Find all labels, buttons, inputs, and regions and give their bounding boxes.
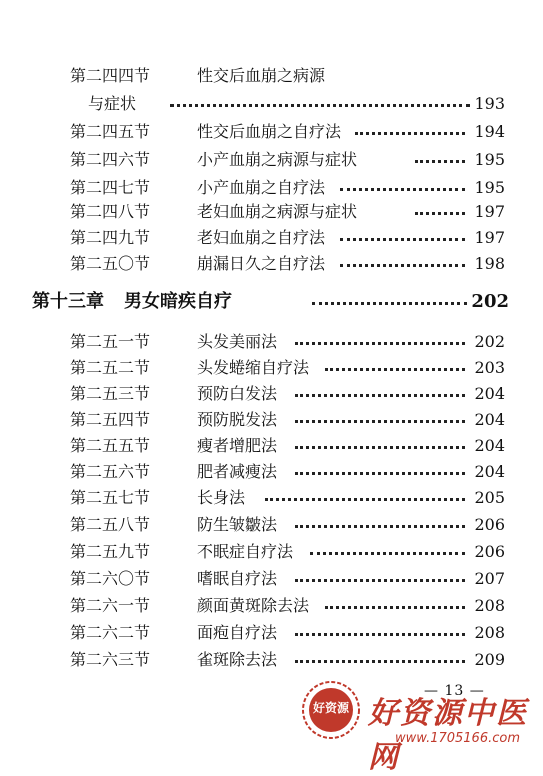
section-title: 小产血崩之自疗法 — [197, 178, 326, 197]
page-number: 193 — [474, 94, 505, 113]
page-number: 195 — [474, 150, 505, 169]
page-number: 204 — [474, 384, 505, 403]
page-number: 205 — [474, 488, 505, 507]
section-number: 第二六一节 — [70, 596, 151, 615]
watermark-logo-text: 好资源 — [312, 701, 349, 715]
section-number: 第二五五节 — [70, 436, 151, 455]
section-number: 第二五三节 — [70, 384, 151, 403]
page-number: 198 — [474, 254, 505, 273]
dot-leader — [295, 399, 465, 423]
chapter-number: 第十三章 — [32, 291, 104, 312]
page-number: 197 — [474, 228, 505, 247]
section-number: 第二五九节 — [70, 542, 151, 561]
section-number: 第二五四节 — [70, 410, 151, 429]
section-title: 雀斑除去法 — [197, 650, 278, 669]
page-number: 208 — [474, 596, 505, 615]
dot-leader — [295, 373, 465, 397]
section-number: 第二四七节 — [70, 178, 151, 197]
section-number: 第二四五节 — [70, 122, 151, 141]
footer-page-number: — 13 — — [424, 683, 485, 699]
section-number: 第二五〇节 — [70, 254, 151, 273]
page-number: 206 — [474, 542, 505, 561]
chapter-heading — [32, 290, 512, 314]
page-number: 203 — [474, 358, 505, 377]
dot-leader — [310, 531, 465, 555]
page-number: 194 — [474, 122, 505, 141]
section-title: 老妇血崩之自疗法 — [197, 228, 326, 247]
dot-leader — [295, 558, 465, 582]
page-number: 206 — [474, 515, 505, 534]
watermark-brand: 好资源中医网 — [368, 696, 528, 775]
dot-leader — [170, 83, 470, 107]
page-number: 204 — [474, 436, 505, 455]
page-number: 195 — [474, 178, 505, 197]
section-number: 第二五一节 — [70, 332, 151, 351]
chapter-title: 男女暗疾自疗 — [124, 291, 232, 312]
section-title: 面疱自疗法 — [197, 623, 278, 642]
page-number: 209 — [474, 650, 505, 669]
section-title: 头发美丽法 — [197, 332, 278, 351]
dot-leader — [415, 191, 465, 215]
dot-leader — [312, 281, 467, 305]
section-number: 第二四八节 — [70, 202, 151, 221]
section-title: 头发蜷缩自疗法 — [197, 358, 310, 377]
page-number: 207 — [474, 569, 505, 588]
section-title: 嗜眠自疗法 — [197, 569, 278, 588]
dot-leader — [355, 111, 465, 135]
watermark-url: www.1705166.com — [395, 731, 520, 746]
section-title: 预防脱发法 — [197, 410, 278, 429]
dot-leader — [295, 612, 465, 636]
dot-leader — [340, 217, 465, 241]
section-title: 崩漏日久之自疗法 — [197, 254, 326, 273]
dot-leader — [295, 321, 465, 345]
section-title: 防生皱皺法 — [197, 515, 278, 534]
section-title: 与症状 — [88, 94, 137, 113]
dot-leader — [295, 451, 465, 475]
section-number: 第二五六节 — [70, 462, 151, 481]
toc-entry — [70, 648, 510, 672]
section-number: 第二六〇节 — [70, 569, 151, 588]
section-number: 第二六二节 — [70, 623, 151, 642]
dot-leader — [325, 585, 465, 609]
page-number: 204 — [474, 410, 505, 429]
dot-leader — [295, 504, 465, 528]
dot-leader — [295, 639, 465, 663]
section-title: 小产血崩之病源与症状 — [197, 150, 358, 169]
section-title: 瘦者增肥法 — [197, 436, 278, 455]
dot-leader — [295, 425, 465, 449]
section-number: 第二六三节 — [70, 650, 151, 669]
section-number: 第二五八节 — [70, 515, 151, 534]
section-title: 肥者减瘦法 — [197, 462, 278, 481]
section-number: 第二五二节 — [70, 358, 151, 377]
section-number: 第二五七节 — [70, 488, 151, 507]
section-title: 性交后血崩之自疗法 — [197, 122, 342, 141]
section-title: 性交后血崩之病源 — [197, 66, 326, 85]
page-number: 204 — [474, 462, 505, 481]
page-number: 197 — [474, 202, 505, 221]
section-title: 不眠症自疗法 — [197, 542, 294, 561]
page-number: 208 — [474, 623, 505, 642]
section-title: 颜面黄斑除去法 — [197, 596, 310, 615]
toc-entry — [70, 252, 510, 276]
dot-leader — [340, 167, 465, 191]
section-number: 第二四四节 — [70, 66, 151, 85]
section-number: 第二四六节 — [70, 150, 151, 169]
section-title: 老妇血崩之病源与症状 — [197, 202, 358, 221]
dot-leader — [340, 243, 465, 267]
page-number: 202 — [474, 332, 505, 351]
page-number: 202 — [471, 291, 509, 312]
dot-leader — [265, 477, 465, 501]
dot-leader — [415, 139, 465, 163]
section-title: 长身法 — [197, 488, 246, 507]
section-number: 第二四九节 — [70, 228, 151, 247]
section-title: 预防白发法 — [197, 384, 278, 403]
dot-leader — [325, 347, 465, 371]
